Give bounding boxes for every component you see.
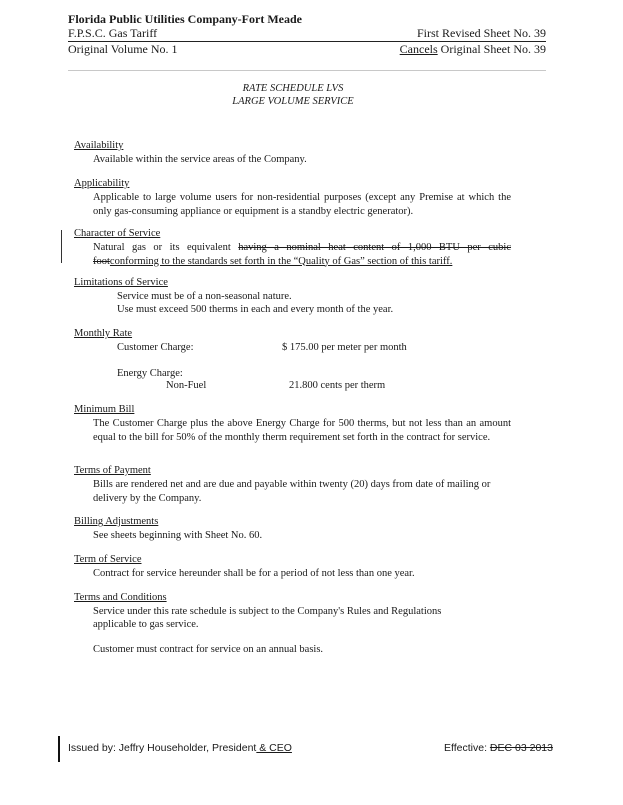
- applicability-text: Applicable to large volume users for non-residential purposes (except any Premise at which the only gas-consuming appliance or equipment is a standby electric generator).: [93, 192, 511, 217]
- billing-adjustments-text: See sheets beginning with Sheet No. 60.: [93, 530, 263, 541]
- terms-conditions-line2: applicable to gas service.: [93, 619, 199, 630]
- limitations-title: Limitations of Service: [74, 277, 168, 288]
- availability-title: Availability: [74, 140, 124, 151]
- limitations-line2: Use must exceed 500 therms in each and every month of the year.: [117, 304, 394, 315]
- non-fuel-label: Non-Fuel: [166, 380, 207, 391]
- limitations-line1: Service must be of a non-seasonal nature.: [117, 291, 292, 302]
- customer-charge-label: Customer Charge:: [117, 342, 194, 353]
- term-service-text: Contract for service hereunder shall be for a period of not less than one year.: [93, 568, 415, 579]
- revision-bar: [61, 230, 62, 263]
- cancels-rest: Original Sheet No. 39: [437, 42, 546, 56]
- character-text: [93, 241, 511, 268]
- issued-by-suffix: & CEO: [256, 742, 292, 754]
- header-rule: [68, 70, 546, 71]
- volume-label: Original Volume No. 1: [68, 42, 178, 56]
- character-inserted: conforming to the standards set forth in the “Quality of Gas” section of this tariff.: [109, 255, 453, 267]
- schedule-title: [68, 82, 518, 108]
- non-fuel-value: 21.800 cents per therm: [289, 380, 386, 391]
- revised-sheet: First Revised Sheet No. 39: [417, 26, 546, 40]
- cancels-sheet: [400, 42, 546, 56]
- minimum-bill-text: The Customer Charge plus the above Energy Charge for 500 therms, but not less than an amount equal to the bill for 50% of the monthly therm requirement set forth in the contract for service.: [93, 418, 511, 443]
- issued-by-name: Issued by: Jeffry Householder, President: [68, 742, 257, 754]
- schedule-title-line2: LARGE VOLUME SERVICE: [232, 96, 354, 107]
- character-plain: Natural gas or its equivalent: [93, 242, 239, 253]
- terms-conditions-line1: Service under this rate schedule is subject to the Company's Rules and Regulations: [93, 606, 442, 617]
- character-title: Character of Service: [74, 228, 161, 239]
- effective-label: Effective:: [444, 742, 490, 754]
- company-name: Florida Public Utilities Company-Fort Meade: [68, 12, 302, 26]
- character-struck: having a nominal heat content of 1,000 BTU per cubic foot: [93, 242, 512, 267]
- effective-date-value: DEC 03 2013: [489, 742, 553, 754]
- terms-conditions-line3: Customer must contract for service on an annual basis.: [93, 644, 324, 655]
- terms-payment-title: Terms of Payment: [74, 465, 151, 476]
- minimum-bill-title: Minimum Bill: [74, 404, 135, 415]
- schedule-title-line1: RATE SCHEDULE LVS: [242, 83, 344, 94]
- header-row-tariff: [68, 26, 546, 42]
- footer-bar: [58, 736, 60, 762]
- customer-charge-value: $ 175.00 per meter per month: [282, 342, 407, 353]
- cancels-word: Cancels: [399, 42, 438, 56]
- availability-text: Available within the service areas of the Company.: [93, 154, 307, 165]
- monthly-rate-title: Monthly Rate: [74, 328, 133, 339]
- terms-payment-text: Bills are rendered net and are due and payable within twenty (20) days from date of mailing or delivery by the Company.: [93, 479, 491, 504]
- effective-date: [444, 742, 553, 754]
- tariff-name: F.P.S.C. Gas Tariff: [68, 26, 158, 40]
- terms-conditions-title: Terms and Conditions: [74, 592, 167, 603]
- term-service-title: Term of Service: [74, 554, 142, 565]
- energy-charge-label: Energy Charge:: [117, 368, 183, 379]
- billing-adjustments-title: Billing Adjustments: [74, 516, 159, 527]
- issued-by: [68, 742, 292, 754]
- applicability-title: Applicability: [74, 178, 130, 189]
